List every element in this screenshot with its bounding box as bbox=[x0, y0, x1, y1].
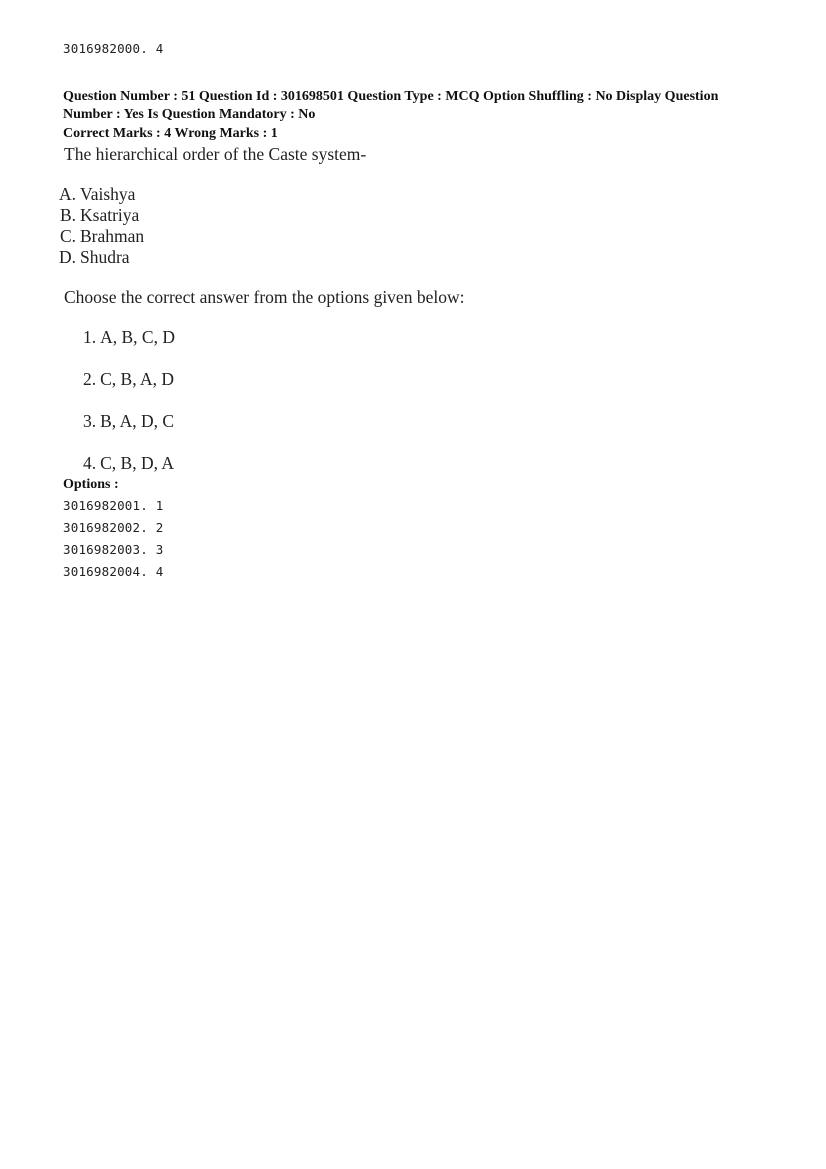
statement-text: Ksatriya bbox=[80, 205, 140, 225]
choice-label: 2. bbox=[83, 369, 97, 389]
question-meta-line-1: Question Number : 51 Question Id : 301698501 Question Type : MCQ Option Shuffling : No Display Question bbox=[63, 89, 719, 104]
choice-text: C, B, D, A bbox=[100, 453, 175, 473]
options-heading: Options : bbox=[63, 477, 119, 492]
statement-label: A. bbox=[58, 184, 76, 204]
choice-item-2 bbox=[83, 369, 174, 390]
choice-item-3 bbox=[83, 411, 174, 432]
statement-item-c bbox=[54, 226, 144, 247]
choice-item-4 bbox=[83, 453, 174, 474]
option-code-3: 3016982003. 3 bbox=[63, 542, 164, 557]
option-code-4: 3016982004. 4 bbox=[63, 564, 164, 579]
choice-label: 4. bbox=[83, 453, 97, 473]
statement-item-a bbox=[54, 184, 135, 205]
instruction-text: Choose the correct answer from the options given below: bbox=[64, 287, 465, 307]
statement-item-d bbox=[54, 247, 130, 268]
statement-label: B. bbox=[59, 205, 76, 225]
question-stem: The hierarchical order of the Caste system- bbox=[64, 144, 367, 164]
option-code-2: 3016982002. 2 bbox=[63, 520, 164, 535]
choice-text: C, B, A, D bbox=[100, 369, 175, 389]
choice-text: B, A, D, C bbox=[100, 411, 175, 431]
choice-label: 1. bbox=[83, 327, 97, 347]
question-meta-line-3: Correct Marks : 4 Wrong Marks : 1 bbox=[63, 126, 278, 141]
statement-label: D. bbox=[58, 247, 76, 267]
statement-label: C. bbox=[59, 226, 76, 246]
option-code-1: 3016982001. 1 bbox=[63, 498, 164, 513]
statement-text: Vaishya bbox=[80, 184, 136, 204]
choice-text: A, B, C, D bbox=[100, 327, 175, 347]
statement-text: Shudra bbox=[80, 247, 130, 267]
choice-label: 3. bbox=[83, 411, 97, 431]
choice-item-1 bbox=[83, 327, 175, 348]
question-meta-line-2: Number : Yes Is Question Mandatory : No bbox=[63, 107, 316, 122]
statement-item-b bbox=[54, 205, 139, 226]
statement-text: Brahman bbox=[80, 226, 145, 246]
header-code: 3016982000. 4 bbox=[63, 41, 164, 56]
